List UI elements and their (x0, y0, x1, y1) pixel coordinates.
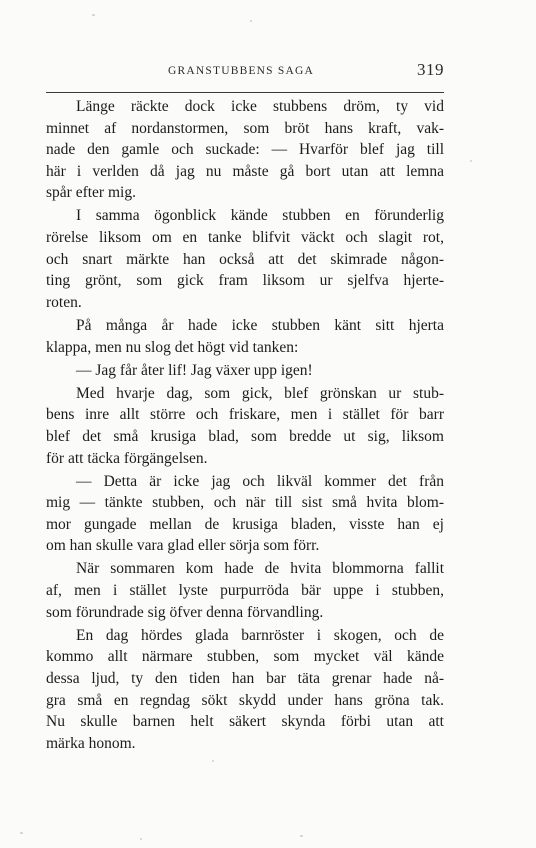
text-line: ting grönt, som gick fram liksom ur sjelfva hjerte- (46, 272, 444, 290)
paragraph (46, 558, 444, 623)
paragraph (46, 383, 444, 469)
paragraph (46, 360, 444, 382)
scan-speck (470, 160, 472, 162)
text-line: nade den gamle och suckade: — Hvarför blef jag till (46, 141, 444, 159)
text-line: blef det små krusiga blad, som bredde ut sig, liksom (46, 427, 444, 445)
paragraph (46, 205, 444, 313)
text-line: roten. (46, 293, 82, 311)
text-line: När sommaren kom hade de hvita blommorna fallit (76, 560, 444, 578)
paragraph (46, 625, 444, 755)
scan-speck (140, 838, 142, 840)
page-number: 319 (417, 60, 444, 79)
text-line: Länge räckte dock icke stubbens dröm, ty vid (76, 98, 444, 115)
scan-speck (20, 832, 23, 834)
paragraph (46, 315, 444, 358)
text-line: minnet af nordanstormen, som bröt hans kraft, vak- (46, 119, 444, 137)
text-line: bens inre allt större och friskare, men i stället för barr (46, 406, 444, 424)
body-text (46, 96, 444, 756)
text-line: — Detta är icke jag och likväl kommer det från (76, 472, 444, 490)
text-line: af, men i stället lyste purpurröda bär uppe i stubben, (46, 582, 444, 600)
text-line: dessa ljud, ty den tiden han bar täta grenar hade nå- (46, 669, 444, 687)
paragraph (46, 471, 444, 557)
running-header-title: GRANSTUBBENS SAGA (168, 65, 314, 77)
scan-speck (212, 760, 214, 762)
text-line: rörelse liksom om en tanke blifvit väckt och slagit rot, (46, 229, 444, 247)
text-line: mor gungade mellan de krusiga bladen, visste han ej (46, 515, 444, 533)
text-line: spår efter mig. (46, 184, 136, 202)
text-line: Med hvarje dag, som gick, blef grönskan ur stub- (76, 384, 444, 402)
text-line: gra små en regndag sökt skydd under hans gröna tak. (46, 691, 444, 709)
text-line: märka honom. (46, 734, 136, 752)
paragraph (46, 96, 444, 204)
text-line: Nu skulle barnen helt säkert skynda förbi utan att (46, 713, 444, 731)
scan-speck (250, 20, 252, 22)
scan-speck (92, 14, 95, 16)
text-line: mig — tänkte stubben, och när till sist små hvita blom- (46, 494, 444, 512)
text-line: här i verlden då jag nu måste gå bort utan att lemna (46, 162, 444, 180)
text-line: kommo allt närmare stubben, som mycket väl kände (46, 648, 444, 666)
text-line: för att täcka förgängelsen. (46, 449, 208, 467)
text-line: klappa, men nu slog det högt vid tanken: (46, 338, 299, 356)
text-line: och snart märkte han också att det skimrade någon- (46, 250, 444, 268)
text-line: En dag hördes glada barnröster i skogen, och de (76, 626, 444, 644)
text-line: I samma ögonblick kände stubben en förunderlig (76, 207, 444, 225)
text-line: — Jag får åter lif! Jag växer upp igen! (76, 361, 313, 379)
text-line: som förundrade sig öfver denna förvandling. (46, 603, 324, 621)
header-rule (46, 92, 444, 93)
scan-speck (300, 835, 303, 837)
text-line: om han skulle vara glad eller sörja som förr. (46, 537, 320, 555)
text-line: På många år hade icke stubben känt sitt hjerta (76, 316, 444, 334)
